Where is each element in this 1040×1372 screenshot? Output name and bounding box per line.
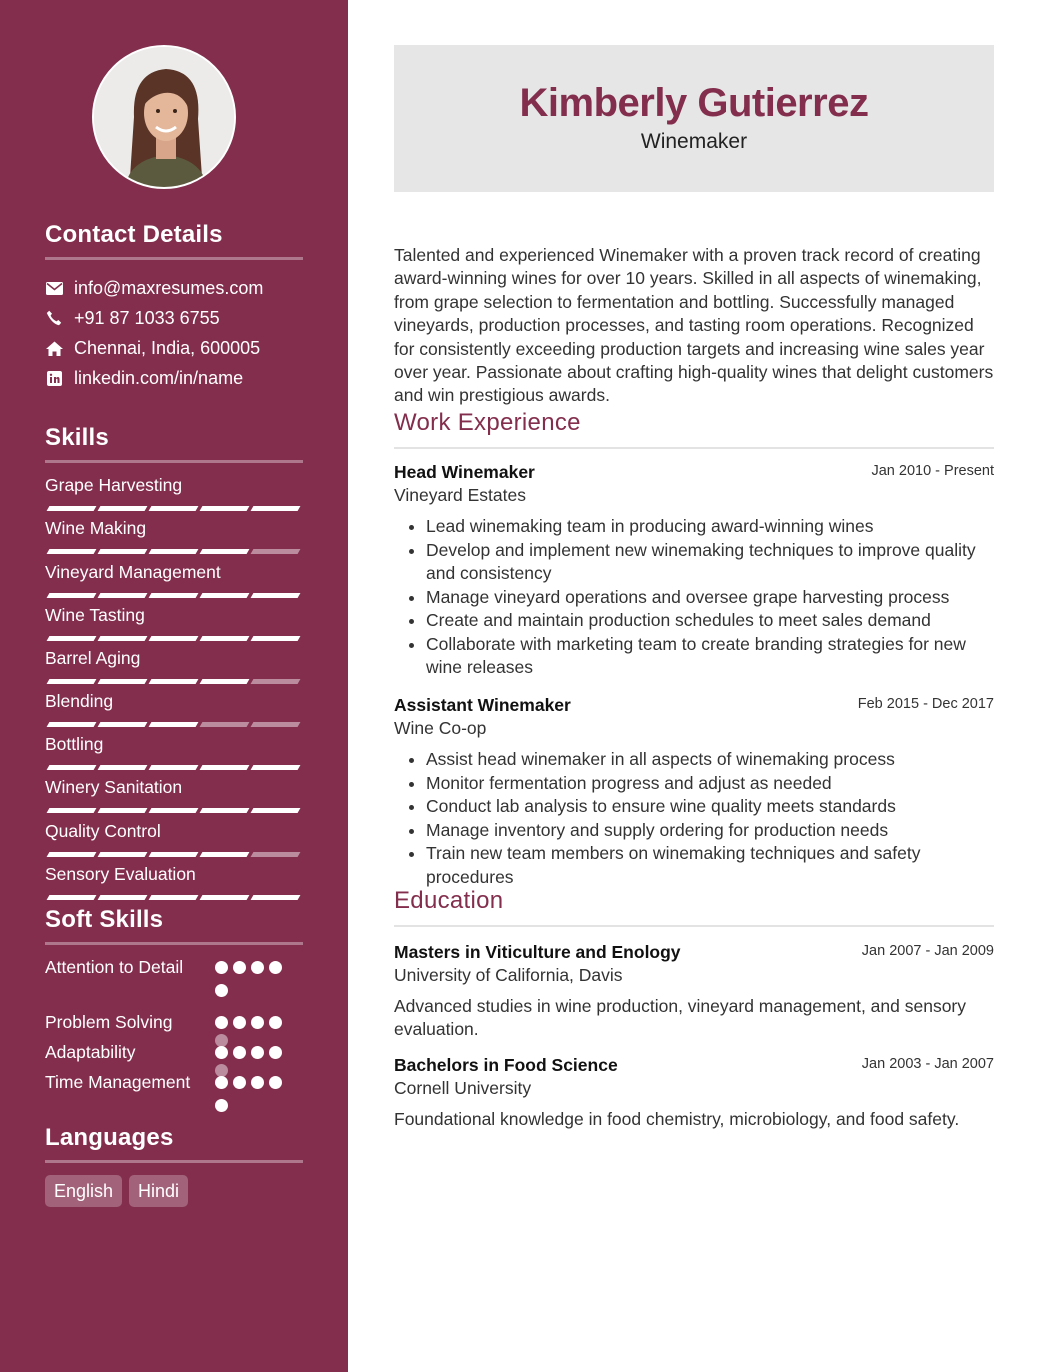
contact-phone[interactable] bbox=[45, 306, 220, 330]
soft-skill-item bbox=[45, 1071, 303, 1094]
skill-level-segment bbox=[251, 679, 301, 684]
skill-level-segment bbox=[251, 852, 301, 857]
skill-item bbox=[45, 474, 303, 511]
skill-level-segment bbox=[200, 679, 250, 684]
rating-dot bbox=[215, 1099, 228, 1112]
skill-level-segment bbox=[47, 549, 97, 554]
skill-level-segment bbox=[251, 636, 301, 641]
list-item: • Manage inventory and supply ordering for production needs bbox=[426, 819, 994, 843]
skill-level-segment bbox=[251, 722, 301, 727]
skill-level-segment bbox=[98, 679, 148, 684]
skill-level-meter bbox=[45, 765, 303, 770]
skill-level-segment bbox=[98, 852, 148, 857]
linkedin-text: linkedin.com/in/name bbox=[74, 367, 244, 388]
list-item: • Monitor fermentation progress and adjust as needed bbox=[426, 772, 994, 796]
job-role: Assistant Winemaker bbox=[394, 695, 571, 715]
education-date: Jan 2003 - Jan 2007 bbox=[861, 1056, 994, 1072]
contact-address bbox=[45, 336, 260, 360]
skill-level-segment bbox=[251, 765, 301, 770]
skill-level-segment bbox=[149, 636, 199, 641]
languages-heading: Languages bbox=[45, 1124, 303, 1163]
skill-level-segment bbox=[47, 765, 97, 770]
profile-photo bbox=[92, 45, 236, 189]
skill-level-segment bbox=[47, 679, 97, 684]
skills-heading: Skills bbox=[45, 424, 303, 463]
rating-dot bbox=[251, 1016, 264, 1029]
job-date: Jan 2010 - Present bbox=[871, 463, 994, 479]
skill-level-segment bbox=[200, 722, 250, 727]
skill-name: Quality Control bbox=[45, 821, 161, 841]
skill-level-segment bbox=[98, 808, 148, 813]
soft-skill-item bbox=[45, 1041, 303, 1064]
skill-level-segment bbox=[98, 593, 148, 598]
skill-level-segment bbox=[200, 852, 250, 857]
work-experience-heading: Work Experience bbox=[394, 409, 994, 449]
soft-skills-heading: Soft Skills bbox=[45, 906, 303, 945]
education-entry bbox=[394, 1054, 994, 1131]
skill-level-segment bbox=[200, 506, 250, 511]
skill-level-segment bbox=[47, 722, 97, 727]
skill-level-meter bbox=[45, 808, 303, 813]
rating-dot bbox=[251, 1076, 264, 1089]
skill-item bbox=[45, 604, 303, 641]
home-icon bbox=[45, 339, 63, 357]
rating-dot bbox=[233, 961, 246, 974]
soft-skill-name: Time Management bbox=[45, 1072, 191, 1092]
skill-name: Bottling bbox=[45, 734, 104, 754]
job-company: Wine Co-op bbox=[394, 718, 487, 738]
list-item: • Collaborate with marketing team to create branding strategies for new wine releases bbox=[426, 633, 994, 680]
soft-skill-name: Problem Solving bbox=[45, 1012, 173, 1032]
skill-name: Barrel Aging bbox=[45, 648, 141, 668]
skill-level-segment bbox=[149, 765, 199, 770]
rating-dot bbox=[215, 1016, 228, 1029]
name-header bbox=[394, 45, 994, 192]
phone-icon bbox=[45, 309, 63, 327]
rating-dot bbox=[233, 1016, 246, 1029]
job-bullets bbox=[394, 515, 994, 680]
contact-email[interactable] bbox=[45, 276, 263, 300]
school-name: Cornell University bbox=[394, 1078, 532, 1098]
job-bullets bbox=[394, 748, 994, 889]
rating-dot bbox=[233, 1046, 246, 1059]
skill-level-segment bbox=[47, 636, 97, 641]
skill-level-segment bbox=[251, 895, 301, 900]
skill-level-segment bbox=[251, 593, 301, 598]
skill-level-segment bbox=[149, 679, 199, 684]
email-text: info@maxresumes.com bbox=[74, 277, 264, 298]
skill-item bbox=[45, 733, 303, 770]
skill-level-segment bbox=[200, 636, 250, 641]
skill-level-segment bbox=[47, 593, 97, 598]
rating-dot bbox=[215, 961, 228, 974]
skill-name: Vineyard Management bbox=[45, 562, 221, 582]
skill-level-segment bbox=[149, 852, 199, 857]
skill-level-meter bbox=[45, 895, 303, 900]
skill-item bbox=[45, 561, 303, 598]
skill-level-segment bbox=[47, 852, 97, 857]
work-entry bbox=[394, 694, 994, 889]
rating-dot bbox=[215, 1046, 228, 1059]
skill-level-segment bbox=[149, 549, 199, 554]
skill-level-segment bbox=[149, 593, 199, 598]
phone-text: +91 87 1033 6755 bbox=[74, 307, 220, 328]
job-company: Vineyard Estates bbox=[394, 485, 526, 505]
skill-name: Wine Tasting bbox=[45, 605, 145, 625]
candidate-title: Winemaker bbox=[640, 130, 748, 153]
skill-level-segment bbox=[149, 722, 199, 727]
education-desc: Advanced studies in wine production, vineyard management, and sensory evaluation. bbox=[394, 996, 967, 1040]
list-item: • Develop and implement new winemaking techniques to improve quality and consistency bbox=[426, 539, 994, 586]
list-item: • Create and maintain production schedules to meet sales demand bbox=[426, 609, 994, 633]
skill-level-meter bbox=[45, 506, 303, 511]
degree-title: Masters in Viticulture and Enology bbox=[394, 942, 681, 962]
address-text: Chennai, India, 600005 bbox=[74, 337, 261, 358]
language-badge: English bbox=[45, 1175, 122, 1207]
skill-item bbox=[45, 517, 303, 554]
education-heading: Education bbox=[394, 887, 994, 927]
degree-title: Bachelors in Food Science bbox=[394, 1055, 618, 1075]
skill-level-meter bbox=[45, 722, 303, 727]
soft-skill-rating bbox=[215, 1076, 295, 1112]
rating-dot bbox=[269, 1076, 282, 1089]
education-entry bbox=[394, 941, 994, 1042]
list-item: • Manage vineyard operations and oversee grape harvesting process bbox=[426, 586, 994, 610]
rating-dot bbox=[251, 1046, 264, 1059]
rating-dot bbox=[251, 961, 264, 974]
list-item: • Train new team members on winemaking techniques and safety procedures bbox=[426, 842, 994, 889]
skill-item bbox=[45, 863, 303, 900]
skill-level-meter bbox=[45, 549, 303, 554]
skill-level-segment bbox=[47, 895, 97, 900]
soft-skill-item bbox=[45, 1011, 303, 1034]
skill-level-segment bbox=[149, 506, 199, 511]
skill-name: Sensory Evaluation bbox=[45, 864, 196, 884]
rating-dot bbox=[233, 1076, 246, 1089]
education-date: Jan 2007 - Jan 2009 bbox=[861, 943, 994, 959]
skill-name: Blending bbox=[45, 691, 114, 711]
skill-level-segment bbox=[98, 765, 148, 770]
job-date: Feb 2015 - Dec 2017 bbox=[857, 696, 994, 712]
skill-level-segment bbox=[251, 506, 301, 511]
rating-dot bbox=[215, 984, 228, 997]
skill-level-segment bbox=[98, 636, 148, 641]
skill-level-segment bbox=[149, 895, 199, 900]
skill-name: Wine Making bbox=[45, 518, 147, 538]
soft-skill-name: Attention to Detail bbox=[45, 957, 184, 977]
skill-level-segment bbox=[149, 808, 199, 813]
skill-level-meter bbox=[45, 636, 303, 641]
skill-item bbox=[45, 776, 303, 813]
rating-dot bbox=[269, 1016, 282, 1029]
skill-level-segment bbox=[98, 895, 148, 900]
summary-text: Talented and experienced Winemaker with a proven track record of creating award-winning wines for over 10 years. Skilled in all aspects of winemaking, from grape selection to fermentation and bottling. Successfully managed vineyards, production processes, and tasting room operations. Recognized for consistently exceeding production targets and increasing wine sales year over year. Passionate about crafting high-quality wines that delight customers and win prestigious awards. bbox=[394, 245, 994, 406]
skill-item bbox=[45, 820, 303, 857]
skill-level-meter bbox=[45, 679, 303, 684]
list-item: • Assist head winemaker in all aspects of winemaking process bbox=[426, 748, 994, 772]
sidebar bbox=[0, 0, 348, 1372]
skill-name: Winery Sanitation bbox=[45, 777, 183, 797]
job-role: Head Winemaker bbox=[394, 462, 535, 482]
soft-skill-item bbox=[45, 956, 303, 979]
contact-linkedin[interactable] bbox=[45, 366, 243, 390]
skill-level-meter bbox=[45, 593, 303, 598]
skill-level-segment bbox=[98, 549, 148, 554]
envelope-icon bbox=[45, 279, 63, 297]
skill-level-segment bbox=[98, 722, 148, 727]
language-badge: Hindi bbox=[129, 1175, 188, 1207]
candidate-name: Kimberly Gutierrez bbox=[519, 81, 869, 125]
skill-level-segment bbox=[251, 808, 301, 813]
rating-dot bbox=[269, 961, 282, 974]
skill-level-segment bbox=[200, 808, 250, 813]
skill-level-segment bbox=[47, 506, 97, 511]
education-desc: Foundational knowledge in food chemistry, microbiology, and food safety. bbox=[394, 1109, 960, 1129]
skill-level-segment bbox=[98, 506, 148, 511]
list-item: • Conduct lab analysis to ensure wine quality meets standards bbox=[426, 795, 994, 819]
skill-level-segment bbox=[47, 808, 97, 813]
skill-level-segment bbox=[200, 593, 250, 598]
skill-level-segment bbox=[200, 895, 250, 900]
rating-dot bbox=[215, 1076, 228, 1089]
school-name: University of California, Davis bbox=[394, 965, 623, 985]
skill-level-segment bbox=[200, 765, 250, 770]
skill-level-segment bbox=[251, 549, 301, 554]
contact-heading: Contact Details bbox=[45, 221, 303, 260]
soft-skill-rating bbox=[215, 961, 295, 997]
linkedin-icon bbox=[45, 369, 63, 387]
rating-dot bbox=[269, 1046, 282, 1059]
soft-skill-name: Adaptability bbox=[45, 1042, 136, 1062]
work-entry bbox=[394, 461, 994, 680]
skill-name: Grape Harvesting bbox=[45, 475, 183, 495]
skill-level-segment bbox=[200, 549, 250, 554]
skill-item bbox=[45, 647, 303, 684]
list-item: • Lead winemaking team in producing award-winning wines bbox=[426, 515, 994, 539]
skill-item bbox=[45, 690, 303, 727]
skill-level-meter bbox=[45, 852, 303, 857]
